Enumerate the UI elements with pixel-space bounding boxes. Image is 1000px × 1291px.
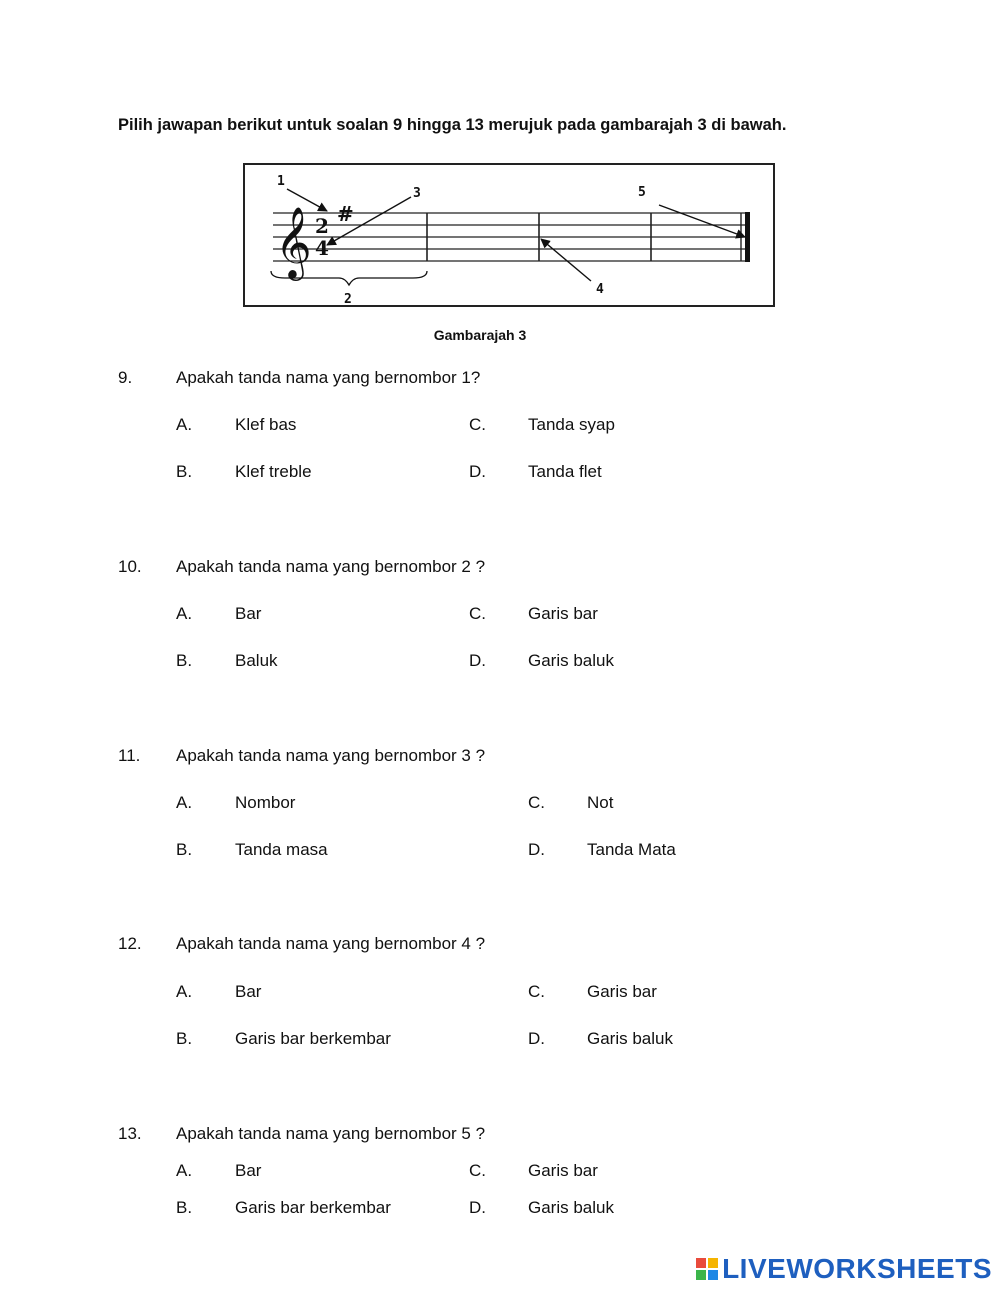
option-letter[interactable]: B. — [176, 1198, 193, 1217]
logo-block-yellow — [708, 1258, 718, 1268]
brand-name: LIVEWORKSHEETS — [722, 1253, 992, 1284]
question-number: 10. — [118, 557, 142, 576]
label-2: 2 — [344, 292, 352, 305]
option-text[interactable]: Garis baluk — [528, 1198, 614, 1217]
logo-block-green — [696, 1270, 706, 1280]
option-letter[interactable]: A. — [176, 1161, 193, 1180]
instruction-text: Pilih jawapan berikut untuk soalan 9 hingga 13 merujuk pada gambarajah 3 di bawah. — [118, 116, 787, 134]
option-text[interactable]: Garis bar — [528, 1161, 598, 1180]
option-text[interactable]: Garis bar — [587, 982, 657, 1001]
option-text[interactable]: Not — [587, 793, 614, 812]
option-text[interactable]: Bar — [235, 604, 262, 623]
option-text[interactable]: Tanda Mata — [587, 840, 676, 859]
option-text[interactable]: Bar — [235, 982, 262, 1001]
arrow-5 — [659, 205, 745, 237]
music-staff-diagram — [245, 165, 773, 305]
time-signature-top: 2 — [315, 214, 329, 238]
option-text[interactable]: Tanda masa — [235, 840, 328, 859]
label-4: 4 — [596, 282, 604, 297]
option-letter[interactable]: D. — [469, 462, 486, 481]
option-text[interactable]: Klef treble — [235, 462, 312, 481]
question-number: 12. — [118, 934, 142, 953]
option-text[interactable]: Baluk — [235, 651, 278, 670]
logo-block-red — [696, 1258, 706, 1268]
question-text: Apakah tanda nama yang bernombor 5 ? — [176, 1124, 486, 1143]
sharp-sign: # — [337, 202, 354, 226]
question-number: 9. — [118, 368, 133, 387]
option-letter[interactable]: A. — [176, 604, 193, 623]
option-letter[interactable]: D. — [469, 1198, 486, 1217]
logo-block-blue — [708, 1270, 718, 1280]
option-text[interactable]: Nombor — [235, 793, 296, 812]
question-text: Apakah tanda nama yang bernombor 2 ? — [176, 557, 486, 576]
figure-caption: Gambarajah 3 — [433, 327, 527, 343]
time-signature-bottom: 4 — [315, 236, 329, 260]
option-text[interactable]: Garis baluk — [587, 1029, 673, 1048]
option-letter[interactable]: C. — [469, 1161, 486, 1180]
option-letter[interactable]: C. — [528, 982, 545, 1001]
question-text: Apakah tanda nama yang bernombor 3 ? — [176, 746, 486, 765]
option-letter[interactable]: C. — [469, 415, 486, 434]
option-letter[interactable]: D. — [469, 651, 486, 670]
option-letter[interactable]: B. — [176, 1029, 193, 1048]
option-letter[interactable]: B. — [176, 651, 193, 670]
label-5: 5 — [638, 185, 646, 200]
option-letter[interactable]: B. — [176, 840, 193, 859]
option-letter[interactable]: C. — [469, 604, 486, 623]
logo-blocks-icon — [696, 1258, 718, 1280]
question-text: Apakah tanda nama yang bernombor 4 ? — [176, 934, 486, 953]
music-staff-figure — [243, 163, 775, 307]
question-number: 13. — [118, 1124, 142, 1143]
option-letter[interactable]: A. — [176, 982, 193, 1001]
option-text[interactable]: Garis bar — [528, 604, 598, 623]
liveworksheets-logo — [696, 1252, 992, 1286]
option-text[interactable]: Bar — [235, 1161, 262, 1180]
option-text[interactable]: Tanda flet — [528, 462, 602, 481]
label-3: 3 — [413, 186, 421, 201]
option-text[interactable]: Tanda syap — [528, 415, 615, 434]
option-letter[interactable]: B. — [176, 462, 193, 481]
option-text[interactable]: Garis baluk — [528, 651, 614, 670]
option-letter[interactable]: A. — [176, 793, 193, 812]
option-text[interactable]: Garis bar berkembar — [235, 1198, 391, 1217]
option-letter[interactable]: D. — [528, 840, 545, 859]
label-1: 1 — [277, 174, 285, 189]
option-letter[interactable]: D. — [528, 1029, 545, 1048]
option-letter[interactable]: C. — [528, 793, 545, 812]
question-number: 11. — [118, 746, 141, 765]
treble-clef-icon: 𝄞 — [275, 205, 312, 278]
option-letter[interactable]: A. — [176, 415, 193, 434]
arrow-4 — [541, 239, 591, 281]
question-text: Apakah tanda nama yang bernombor 1? — [176, 368, 481, 387]
option-text[interactable]: Garis bar berkembar — [235, 1029, 391, 1048]
option-text[interactable]: Klef bas — [235, 415, 297, 434]
